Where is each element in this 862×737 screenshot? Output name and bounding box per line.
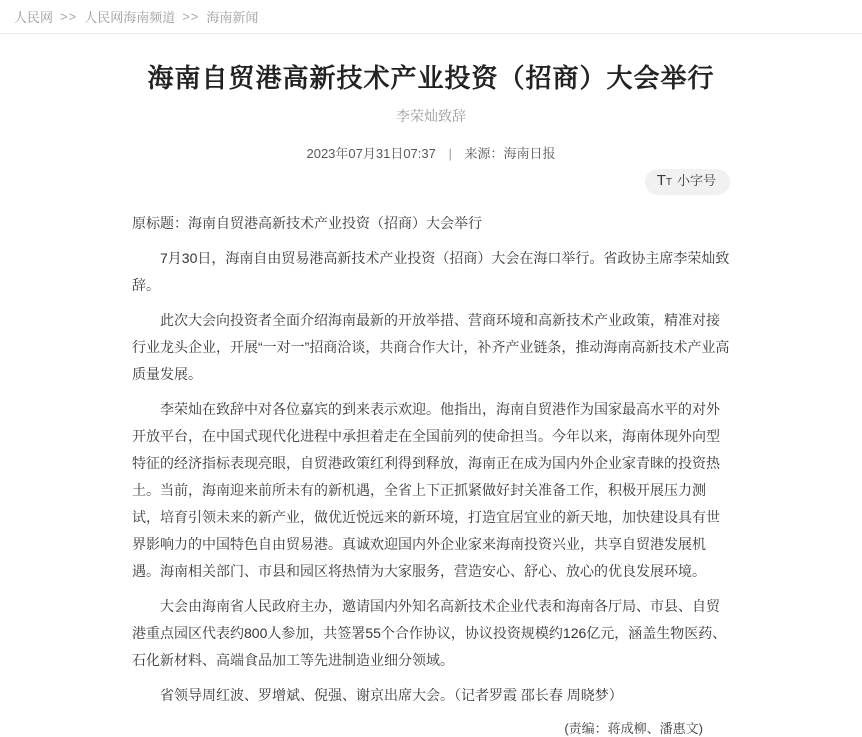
article-source: 来源：海南日报 [464,146,556,161]
breadcrumb-link-hainan-news[interactable]: 海南新闻 [206,10,259,25]
breadcrumb-separator: >> [182,9,200,24]
font-size-toggle-button[interactable] [645,169,730,195]
original-title-line: 原标题：海南自贸港高新技术产业投资（招商）大会举行 [132,215,482,231]
article-body [132,210,730,709]
article-paragraph: 李荣灿在致辞中对各位嘉宾的到来表示欢迎。他指出，海南自贸港作为国家最高水平的对外开放平台，在中国式现代化进程中承担着走在全国前列的使命担当。今年以来，海南体现外向型特征的经济指标表现亮眼，自贸港政策红利得到释放，海南正在成为国内外企业家青睐的投资热土。当前，海南迎来前所未有的新机遇，全省上下正抓紧做好封关准备工作，积极开展压力测试，培育引领未来的新产业，做优近悦远来的新环境，打造宜居宜业的新天地，加快建设具有世界影响力的中国特色自由贸易港。真诚欢迎国内外企业家来海南投资兴业，共享自贸港发展机遇。海南相关部门、市县和园区将热情为大家服务，营造安心、舒心、放心的优良发展环境。 [132,401,720,579]
font-size-icon-small: T [665,177,672,188]
breadcrumb-link-hainan-channel[interactable]: 人民网海南频道 [84,10,176,25]
article-subtitle: 李荣灿致辞 [396,108,466,124]
article-title: 海南自贸港高新技术产业投资（招商）大会举行 [147,63,715,93]
article-paragraph: 省领导周红波、罗增斌、倪强、谢京出席大会。（记者罗霞 邵长春 周晓梦） [160,687,623,703]
meta-separator: | [448,146,452,161]
article-paragraph: 此次大会向投资者全面介绍海南最新的开放举措、营商环境和高新技术产业政策，精准对接行业龙头企业，开展“一对一”招商洽谈，共商合作大计，补齐产业链条，推动海南高新技术产业高质量发展。 [132,312,730,382]
breadcrumb-separator: >> [60,9,78,24]
font-size-label: 小字号 [676,173,716,188]
article-paragraph: 大会由海南省人民政府主办，邀请国内外知名高新技术企业代表和海南各厅局、市县、自贸港重点园区代表约800人参加，共签署55个合作协议，协议投资规模约126亿元，涵盖生物医药、石化新材料、高端食品加工等先进制造业细分领域。 [132,598,727,668]
editor-credit: (责编：蒋成柳、潘惠文) [564,721,703,736]
publish-time: 2023年07月31日07:37 [306,146,436,161]
article-toolbar [132,169,730,195]
article-meta [132,143,730,162]
article-container [132,61,730,737]
breadcrumb-link-peoples-daily[interactable]: 人民网 [14,10,54,25]
article-paragraph: 7月30日，海南自由贸易港高新技术产业投资（招商）大会在海口举行。省政协主席李荣灿致辞。 [132,250,730,293]
font-size-icon: T [656,172,666,189]
breadcrumb [0,0,862,34]
